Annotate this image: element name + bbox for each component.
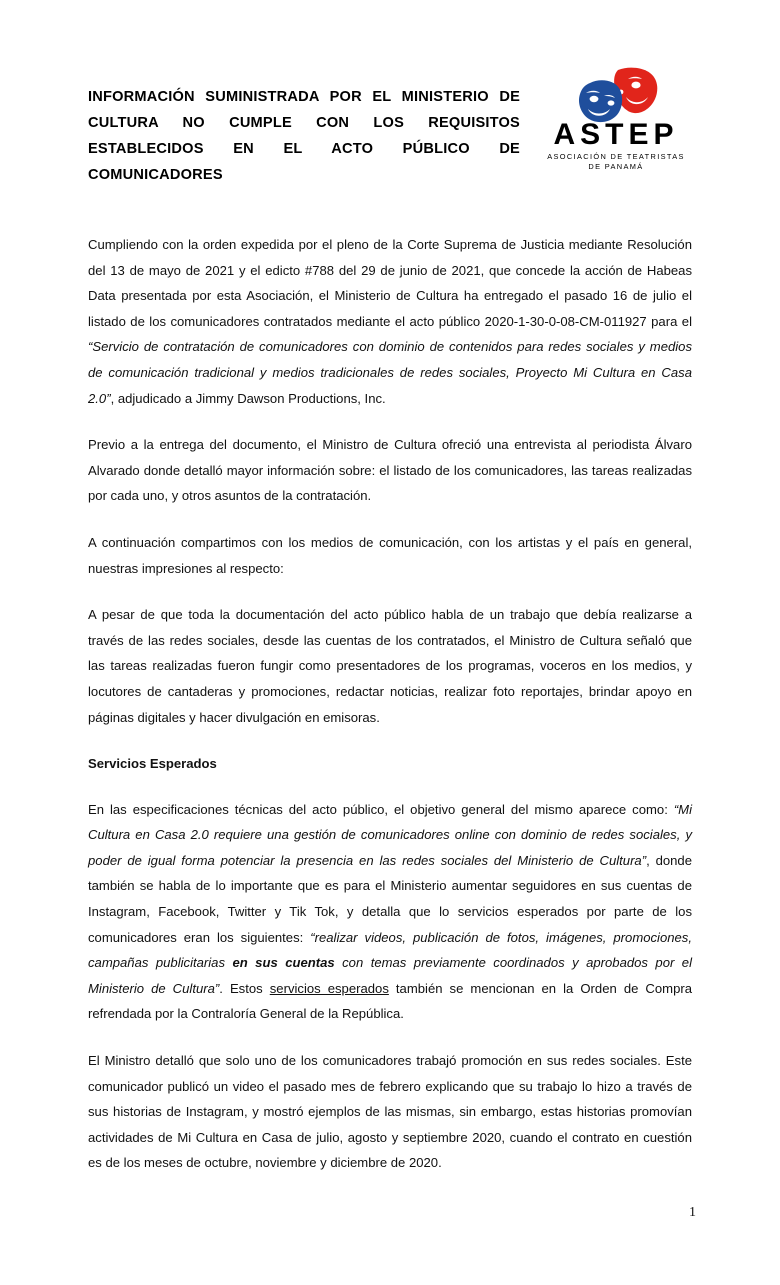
document-header [88,84,692,188]
document-body [88,232,692,1176]
astep-logo [540,66,692,171]
page-number: 1 [689,1205,696,1220]
paragraph-5-quote-2c: con temas previamente coordinados y aprobados por el Ministerio de Cultura” [88,955,692,996]
paragraph-5-text-c: . Estos [219,980,270,996]
theatre-masks-icon [566,66,666,124]
paragraph-5-text-b: , donde también se habla de lo importante que es para el Ministerio aumentar seguidores en sus cuentas de Instagram, Facebook, Twitter y Tik Tok, y detalla que lo servicios esperados por parte de los comunicadores eran los siguientes: [88,852,692,945]
paragraph-5-underlined-term: servicios esperados [269,980,389,996]
paragraph-5-quote-1: “Mi Cultura en Casa 2.0 requiere una gestión de comunicadores online con dominio de redes sociales, y poder de igual forma potenciar la presencia en las redes sociales del Ministerio de Cultura” [88,801,692,868]
paragraph-4: A pesar de que toda la documentación del acto público habla de un trabajo que debía realizarse a través de las redes sociales, desde las cuentas de los contratados, el Ministro de Cultura señaló que las tareas realizadas fueron fungir como presentadores de los programas, voceros en los medios, y locutores de cantaderas y promociones, redactar noticias, realizar foto reportajes, brindar apoyo en páginas digitales y hacer divulgación en emisoras. [88,607,692,725]
paragraph-6: El Ministro detalló que solo uno de los comunicadores trabajó promoción en sus redes sociales. Este comunicador publicó un video el pasado mes de febrero explicando que su trabajo lo hizo a través de sus historias de Instagram, y mostró ejemplos de las mismas, sin embargo, estas historias promovían actividades de Mi Cultura en Casa de julio, agosto y septiembre 2020, cuando el contrato en cuestión es de los meses de octubre, noviembre y diciembre de 2020. [88,1053,692,1171]
paragraph-5-text-a: En las especificaciones técnicas del acto público, el objetivo general del mismo aparece como: [88,801,674,817]
paragraph-1-quote: “Servicio de contratación de comunicadores con dominio de contenidos para redes sociales y medios de comunicación tradicional y medios tradicionales de redes sociales, Proyecto Mi Cultura en Casa 2.0” [88,339,692,406]
paragraph-5-text-d: también se mencionan en la Orden de Compra refrendada por la Contraloría General de la República. [88,980,692,1022]
paragraph-3: A continuación compartimos con los medios de comunicación, con los artistas y el país en general, nuestras impresiones al respecto: [88,534,692,576]
paragraph-5 [88,797,692,1027]
paragraph-2: Previo a la entrega del documento, el Ministro de Cultura ofreció una entrevista al periodista Álvaro Alvarado donde detalló mayor información sobre: el listado de los comunicadores, las tareas realizadas por cada uno, y otros asuntos de la contratación. [88,437,692,504]
logo-subtitle-line-1: ASOCIACIÓN DE TEATRISTAS [547,152,685,161]
logo-wordmark: ASTEP [553,118,679,151]
paragraph-5-quote-2-bold: en sus cuentas [232,955,335,971]
paragraph-1-text-b: , adjudicado a Jimmy Dawson Productions, Inc. [110,390,386,406]
section-heading-servicios-esperados: Servicios Esperados [88,756,217,772]
page-title: INFORMACIÓN SUMINISTRADA POR EL MINISTERIO DE CULTURA NO CUMPLE CON LOS REQUISITOS ESTABLECIDOS EN EL ACTO PÚBLICO DE COMUNICADORES [88,89,520,183]
paragraph-5-quote-2a: “realizar videos, publicación de fotos, imágenes, promociones, campañas publicitarias [88,929,692,971]
logo-subtitle-line-2: DE PANAMÁ [588,161,644,171]
paragraph-1 [88,232,692,411]
paragraph-1-text-a: Cumpliendo con la orden expedida por el pleno de la Corte Suprema de Justicia mediante Resolución del 13 de mayo de 2021 y el edicto #788 del 29 de junio de 2021, que concede la acción de Habeas Data presentada por esta Asociación, el Ministerio de Cultura ha entregado el pasado 16 de julio el listado de los comunicadores contratados mediante el acto público 2020-1-30-0-08-CM-011927 para el [88,237,692,329]
